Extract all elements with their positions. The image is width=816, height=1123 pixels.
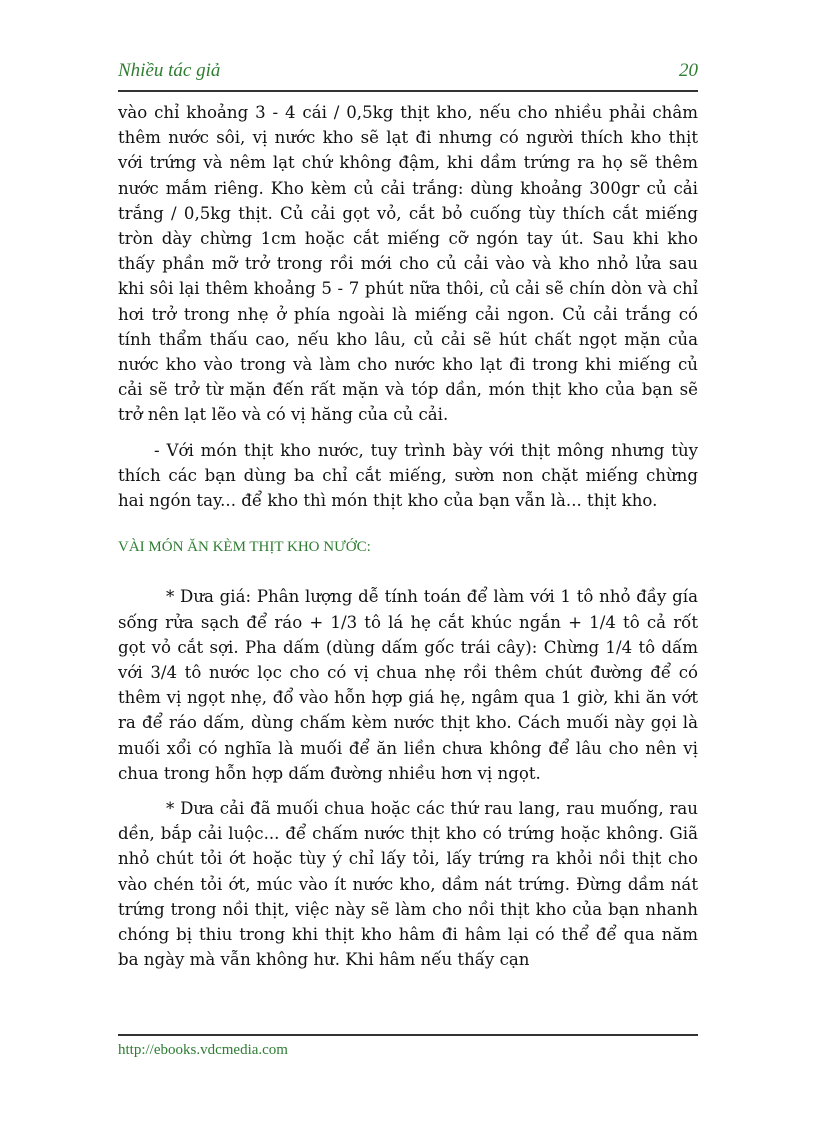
paragraph-pickled-greens: * Dưa cải đã muối chua hoặc các thứ rau lang, rau muống, rau dền, bắp cải luộc... để chấm nước thịt kho có trứng hoặc không. Giã nhỏ chút tỏi ớt hoặc tùy ý chỉ lấy tỏi, lấy trứng ra khỏi nồi thịt cho vào chén tỏi ớt, múc vào ít nước kho, dầm nát trứng. Đừng dầm nát trứng trong nồi thịt, việc này sẽ làm cho nồi thịt kho của bạn nhanh chóng bị thiu trong khi thịt kho hâm đi hâm lại có thể để qua năm ba ngày mà vẫn không hư. Khi hâm nếu thấy cạn	[118, 799, 698, 970]
page-body	[118, 100, 698, 983]
paragraph-pickled-sprouts: * Dưa giá: Phân lượng dễ tính toán để làm với 1 tô nhỏ đầy gía sống rửa sạch để ráo + 1/3 tô lá hẹ cắt khúc ngắn + 1/4 tô cả rốt gọt vỏ cắt sợi. Pha dấm (dùng dấm gốc trái cây): Chừng 1/4 tô dấm với 3/4 tô nước lọc cho có vị chua nhẹ rồi thêm chút đường để có thêm vị ngọt nhẹ, đổ vào hỗn hợp giá hẹ, ngâm qua 1 giờ, khi ăn vớt ra để ráo dấm, dùng chấm kèm nước thịt kho. Cách muối này gọi là muối xổi có nghĩa là muối để ăn liền chưa không để lâu cho nên vị chua trong hỗn hợp dấm đường nhiều hơn vị ngọt.	[118, 587, 698, 783]
header-page-number: 20	[679, 60, 698, 81]
header-divider	[118, 90, 698, 92]
paragraph-radish: vào chỉ khoảng 3 - 4 cái / 0,5kg thịt kho, nếu cho nhiều phải châm thêm nước sôi, vị nước kho sẽ lạt đi nhưng có người thích kho thịt với trứng và nêm lạt chứ không đậm, khi dầm trứng ra họ sẽ thêm nước mắm riêng. Kho kèm củ cải trắng: dùng khoảng 300gr củ cải trắng / 0,5kg thịt. Củ cải gọt vỏ, cắt bỏ cuống tùy thích cắt miếng tròn dày chừng 1cm hoặc cắt miếng cỡ ngón tay út. Sau khi kho thấy phần mỡ trở trong rồi mới cho củ cải vào và kho nhỏ lửa sau khi sôi lại thêm khoảng 5 - 7 phút nữa thôi, củ cải sẽ chín dòn và chỉ hơi trở trong nhẹ ở phía ngoài là miếng cải ngon. Củ cải trắng có tính thẩm thấu cao, nếu kho lâu, củ cải sẽ hút chất ngọt mặn của nước kho vào trong và làm cho nước kho lạt đi trong khi miếng củ cải sẽ trở từ mặn đến rất mặn và tóp dần, món thịt kho của bạn sẽ trở nên lạt lẽo và có vị hăng của củ cải.	[118, 103, 698, 425]
section-heading: VÀI MÓN ĂN KÈM THỊT KHO NƯỚC:	[118, 539, 371, 556]
page-header	[118, 60, 698, 82]
footer-divider	[118, 1034, 698, 1036]
paragraph-meat-variants: - Với món thịt kho nước, tuy trình bày với thịt mông nhưng tùy thích các bạn dùng ba chỉ cắt miếng, sườn non chặt miếng chừng hai ngón tay... để kho thì món thịt kho của bạn vẫn là... thịt kho.	[118, 440, 698, 511]
footer-url[interactable]: http://ebooks.vdcmedia.com	[118, 1042, 288, 1058]
header-author: Nhiều tác giả	[118, 60, 221, 81]
